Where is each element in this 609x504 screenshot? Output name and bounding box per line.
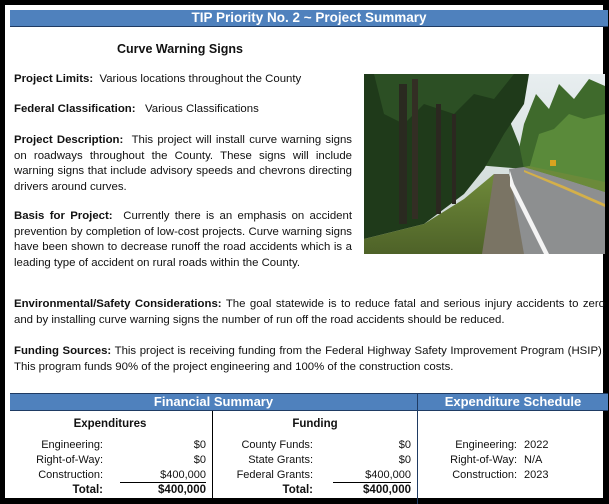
funding-value: $0: [398, 439, 411, 451]
expenditure-value: $0: [193, 439, 206, 451]
schedule-value: 2022: [524, 439, 549, 451]
environmental-safety-value: The goal statewide is to reduce fatal and serious injury accidents to zero and by installing curve warning signs the number of run off the road accidents should be reduced.: [14, 298, 605, 326]
funding-heading: Funding: [292, 418, 338, 430]
page-title: TIP Priority No. 2 ~ Project Summary: [10, 10, 608, 27]
basis-for-project-label: Basis for Project:: [14, 210, 113, 222]
schedule-row: [418, 438, 608, 452]
project-description-value: This project will install curve warning signs on roadways throughout the County. These signs will include warning signs that include advisory speeds and chevrons directing drivers around curves.: [14, 134, 353, 193]
funding-label: County Funds:: [241, 439, 313, 451]
expenditure-row: [10, 468, 210, 482]
project-limits: [14, 72, 352, 88]
funding-sources: [14, 344, 605, 375]
funding-row: [213, 438, 417, 452]
expenditure-schedule-header: Expenditure Schedule: [418, 394, 608, 411]
funding-total-label: Total:: [282, 484, 313, 496]
expenditure-value: $400,000: [120, 468, 206, 483]
federal-classification-value: Various Classifications: [145, 103, 259, 115]
expenditure-total-row: [10, 483, 210, 497]
schedule-row: [418, 468, 608, 482]
funding-row: [213, 453, 417, 467]
environmental-safety: [14, 297, 605, 328]
basis-for-project: [14, 209, 352, 271]
federal-classification: [14, 102, 352, 118]
funding-sources-label: Funding Sources:: [14, 345, 112, 357]
expenditure-total-value: $400,000: [158, 484, 206, 496]
financial-section: [10, 393, 608, 504]
project-limits-value: Various locations throughout the County: [99, 73, 302, 85]
expenditure-row: [10, 453, 210, 467]
expenditure-value: $0: [193, 454, 206, 466]
financial-summary-header: Financial Summary: [10, 394, 417, 411]
project-limits-label: Project Limits:: [14, 73, 94, 85]
expenditures-heading: Expenditures: [73, 418, 147, 430]
expenditure-label: Engineering:: [41, 439, 103, 451]
project-description-label: Project Description:: [14, 134, 124, 146]
road-photo-image: [364, 74, 605, 254]
project-description: [14, 133, 352, 195]
funding-total-value: $400,000: [363, 484, 411, 496]
funding-label: State Grants:: [248, 454, 313, 466]
schedule-label: Right-of-Way:: [450, 454, 517, 466]
funding-value: $0: [398, 454, 411, 466]
schedule-label: Construction:: [452, 469, 517, 481]
expenditure-label: Right-of-Way:: [36, 454, 103, 466]
federal-classification-label: Federal Classification:: [14, 103, 136, 115]
funding-total-row: [213, 483, 417, 497]
funding-value: $400,000: [333, 468, 411, 483]
schedule-value: 2023: [524, 469, 549, 481]
environmental-safety-label: Environmental/Safety Considerations:: [14, 298, 222, 310]
expenditure-row: [10, 438, 210, 452]
funding-sources-value: This project is receiving funding from the Federal Highway Safety Improvement Program (HSIP). This program funds 90% of the project engineering and 100% of the construction costs.: [14, 345, 606, 373]
road-photo: [364, 74, 605, 254]
schedule-value: N/A: [524, 454, 543, 466]
project-name: Curve Warning Signs: [117, 42, 243, 56]
schedule-row: [418, 453, 608, 467]
expenditure-label: Construction:: [38, 469, 103, 481]
funding-row: [213, 468, 417, 482]
schedule-label: Engineering:: [455, 439, 517, 451]
basis-for-project-value: Currently there is an emphasis on accident prevention by completion of low-cost projects. Curve warning signs have been shown to decrease runoff the road accidents which is a leading type of accident on rural roads within the County.: [14, 210, 352, 269]
funding-label: Federal Grants:: [236, 469, 313, 481]
expenditure-total-label: Total:: [72, 484, 103, 496]
